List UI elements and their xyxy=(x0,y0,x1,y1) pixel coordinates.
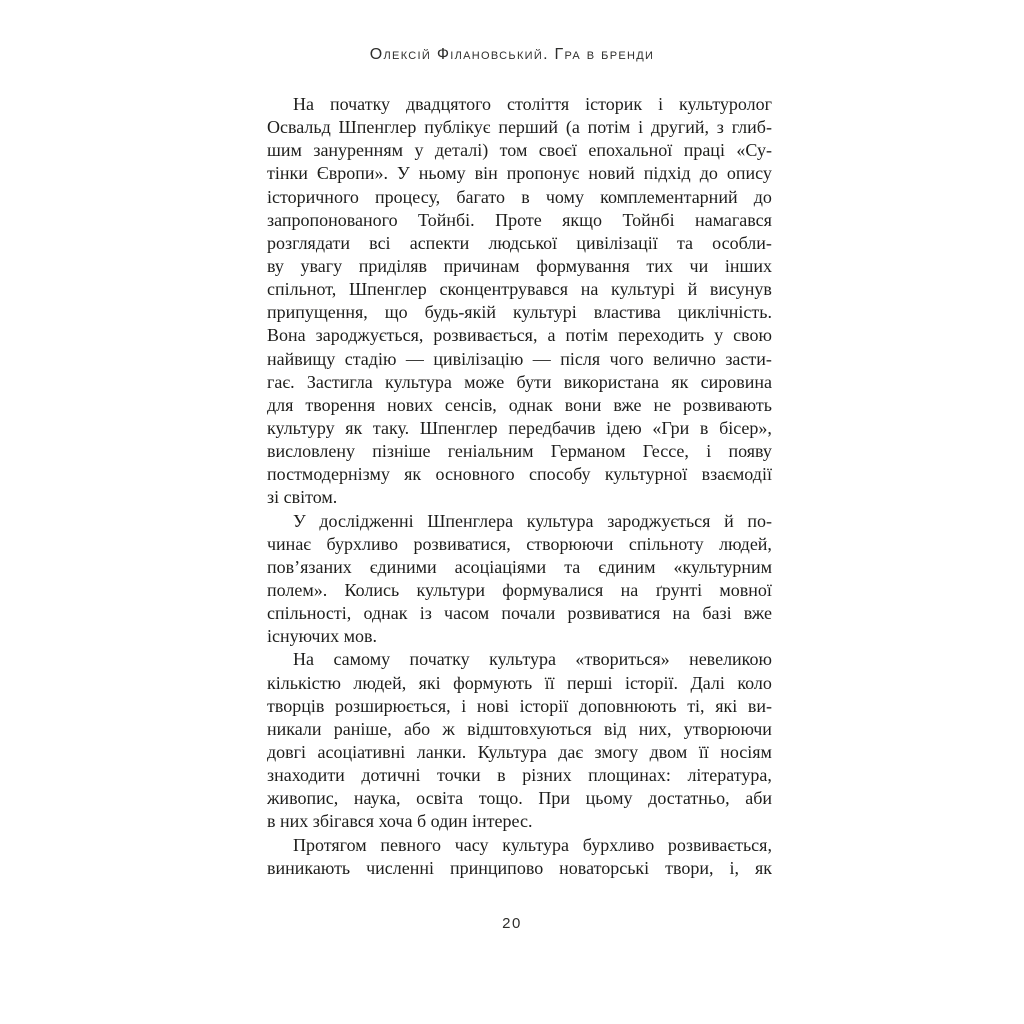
page-number: 20 xyxy=(502,915,522,932)
text-line: культуру як таку. Шпенглер передбачив ідею «Гри в бісер», xyxy=(267,417,772,438)
text-line: для творення нових сенсів, однак вони вже не розвивають xyxy=(267,394,772,415)
text-line: На початку двадцятого століття історик і культуролог xyxy=(293,94,772,114)
text-line: кількістю людей, які формують її перші історії. Далі коло xyxy=(267,672,772,693)
running-header: Олексій Філановський. Гра в бренди xyxy=(369,46,655,63)
text-line: висловлену пізніше геніальним Германом Гессе, і появу xyxy=(267,441,772,462)
text-line: На самому початку культура «твориться» невеликою xyxy=(293,649,772,670)
text-line: чинає бурхливо розвиватися, створюючи спільноту людей, xyxy=(267,533,772,554)
text-line: спільності, однак із часом почали розвиватися на базі вже xyxy=(267,603,772,624)
text-line: шим зануренням у деталі) том своєї епохальної праці «Су- xyxy=(267,140,772,161)
text-line: Протягом певного часу культура бурхливо розвивається, xyxy=(293,834,772,855)
text-line: Освальд Шпенглер публікує перший (а потім і другий, з глиб- xyxy=(267,117,772,138)
paragraph xyxy=(267,93,772,510)
text-line: існуючих мов. xyxy=(267,626,377,647)
paragraph xyxy=(267,834,772,880)
text-line: зі світом. xyxy=(267,487,338,508)
text-line: гає. Застигла культура може бути використана як сировина xyxy=(267,371,772,392)
text-line: живопис, наука, освіта тощо. При цьому достатньо, аби xyxy=(267,788,772,809)
text-line: ву увагу приділяв причинам формування тих чи інших xyxy=(267,255,772,276)
text-line: пов’язаних єдиними асоціаціями та єдиним «культурним xyxy=(267,556,772,577)
text-line: розглядати всі аспекти людської цивілізації та особли- xyxy=(267,232,772,253)
text-line: найвищу стадію — цивілізацію — після чого велично засти- xyxy=(267,348,772,369)
text-line: тінки Європи». У ньому він пропонує новий підхід до опису xyxy=(267,163,772,184)
text-line: припущення, що будь-якій культурі властива циклічність. xyxy=(267,302,772,323)
paragraph xyxy=(267,510,772,649)
paragraph xyxy=(267,648,772,833)
text-line: історичного процесу, багато в чому комплементарний до xyxy=(267,186,772,207)
text-line: никали раніше, або ж відштовхуються від них, утворюючи xyxy=(267,718,772,739)
text-line: постмодернізму як основного способу культурної взаємодії xyxy=(267,464,772,485)
body-text xyxy=(267,93,772,880)
text-line: спільнот, Шпенглер сконцентрувався на культурі й висунув xyxy=(267,279,772,300)
text-line: У дослідженні Шпенглера культура зароджується й по- xyxy=(293,510,772,531)
text-line: Вона зароджується, розвивається, а потім переходить у свою xyxy=(267,325,772,346)
text-line: в них збігався хоча б один інтерес. xyxy=(267,811,533,832)
text-line: виникають численні принципово новаторські твори, і, як xyxy=(267,857,772,878)
text-line: знаходити дотичні точки в різних площинах: література, xyxy=(267,765,772,786)
text-line: довгі асоціативні ланки. Культура дає змогу двом її носіям xyxy=(267,741,772,762)
text-line: полем». Колись культури формувалися на ґрунті мовної xyxy=(267,579,772,600)
text-line: запропонованого Тойнбі. Проте якщо Тойнбі намагався xyxy=(267,209,772,230)
text-line: творців розширюється, і нові історії доповнюють ті, які ви- xyxy=(267,695,772,716)
